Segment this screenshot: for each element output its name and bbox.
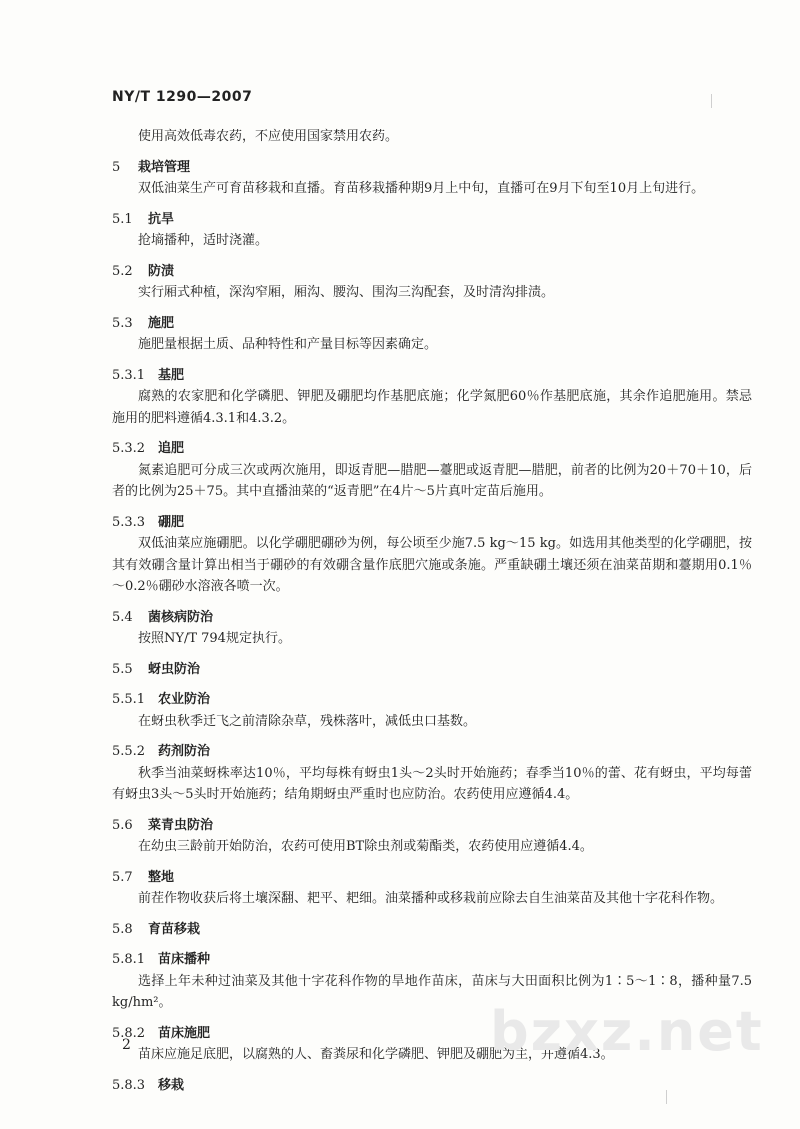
section-number: 5.8.3 (112, 1077, 146, 1093)
section-title: 整地 (148, 869, 175, 885)
section-title: 苗床施肥 (158, 1025, 211, 1041)
scan-mark (666, 1090, 667, 1104)
paragraph: 秋季当油菜蚜株率达10％，平均每株有蚜虫1头～2头时开始施药；春季当10％的蕾、花有蚜虫，平均每蕾有蚜虫3头～5头时开始施药；结角期蚜虫严重时也应防治。农药使用应遵循4.4。 (112, 765, 752, 802)
section-title: 追肥 (158, 441, 185, 456)
paragraph: 施肥量根据土质、品种特性和产量目标等因素确定。 (138, 337, 438, 352)
section-heading (112, 512, 752, 534)
page-number: 2 (122, 1037, 131, 1053)
standard-code-header: NY/T 1290—2007 (112, 89, 253, 105)
paragraph: 苗床应施足底肥，以腐熟的人、畜粪尿和化学磷肥、钾肥及硼肥为主，并遵循4.3。 (138, 1047, 614, 1062)
section-number: 5.5.2 (112, 744, 146, 759)
document-body (112, 126, 752, 1096)
section-number: 5.5.1 (112, 692, 146, 707)
section-title: 基肥 (158, 367, 185, 383)
section-number: 5.8.2 (112, 1025, 146, 1041)
section-heading (112, 209, 752, 231)
paragraph: 使用高效低毒农药，不应使用国家禁用农药。 (138, 129, 399, 144)
section-number: 5.5 (112, 661, 133, 677)
paragraph: 腐熟的农家肥和化学磷肥、钾肥及硼肥均作基肥底施；化学氮肥60％作基肥底施，其余作追肥施用。禁忌施用的肥料遵循4.3.1和4.3.2。 (112, 389, 752, 426)
section-number: 5.8 (112, 921, 133, 937)
section-number: 5.6 (112, 817, 133, 833)
paragraph: 选择上年未种过油菜及其他十字花科作物的旱地作苗床，苗床与大田面积比例为1∶5～1∶8，播种量7.5 kg/hm²。 (112, 973, 752, 1010)
section-title: 防渍 (148, 263, 175, 279)
section-title: 抗旱 (148, 211, 175, 227)
section-number: 5.3.1 (112, 367, 146, 383)
section-heading (112, 949, 752, 971)
section-number: 5.3 (112, 315, 133, 331)
section-title: 蚜虫防治 (148, 661, 201, 677)
paragraph: 按照NY/T 794规定执行。 (138, 631, 291, 646)
section-heading (112, 607, 752, 629)
section-title: 育苗移栽 (148, 921, 201, 937)
section-number: 5.1 (112, 211, 133, 227)
section-heading (112, 919, 752, 941)
section-heading (112, 313, 752, 335)
scan-mark (711, 94, 712, 108)
section-title: 菌核病防治 (148, 609, 214, 625)
section-number: 5.7 (112, 869, 133, 885)
section-number: 5 (112, 159, 121, 175)
section-heading (112, 365, 752, 387)
section-heading (112, 867, 752, 889)
section-heading (112, 689, 752, 711)
section-heading (112, 741, 752, 763)
section-heading (112, 157, 752, 179)
section-number: 5.8.1 (112, 952, 146, 967)
section-heading (112, 438, 752, 460)
section-title: 菜青虫防治 (148, 817, 214, 833)
section-title: 硼肥 (158, 514, 185, 530)
section-heading (112, 659, 752, 681)
paragraph: 抢墒播种，适时浇灌。 (138, 233, 269, 248)
section-number: 5.3.3 (112, 514, 146, 530)
section-number: 5.2 (112, 263, 133, 279)
section-title: 施肥 (148, 315, 175, 331)
section-title: 栽培管理 (138, 159, 191, 175)
section-title: 苗床播种 (158, 952, 211, 967)
paragraph: 氮素追肥可分成三次或两次施用，即返青肥—腊肥—薹肥或返青肥—腊肥，前者的比例为20＋70＋10，后者的比例为25＋75。其中直播油菜的“返青肥”在4片～5片真叶定苗后施用。 (112, 462, 752, 499)
section-number: 5.3.2 (112, 441, 146, 456)
section-number: 5.4 (112, 609, 133, 625)
section-heading (112, 261, 752, 283)
watermark: bzxz.net (490, 1000, 764, 1063)
paragraph: 前茬作物收获后将土壤深翻、耙平、耙细。油菜播种或移栽前应除去自生油菜苗及其他十字花科作物。 (138, 891, 724, 906)
section-title: 移栽 (158, 1077, 185, 1093)
paragraph: 在幼虫三龄前开始防治，农药可使用BT除虫剂或菊酯类，农药使用应遵循4.4。 (138, 839, 593, 854)
paragraph: 实行厢式种植，深沟窄厢，厢沟、腰沟、围沟三沟配套，及时清沟排渍。 (138, 285, 555, 300)
paragraph: 在蚜虫秋季迁飞之前清除杂草，残株落叶，减低虫口基数。 (138, 713, 477, 729)
paragraph: 双低油菜应施硼肥。以化学硼肥硼砂为例，每公顷至少施7.5 kg～15 kg。如选用其他类型的化学硼肥，按其有效硼含量计算出相当于硼砂的有效硼含量作底肥穴施或条施。严重缺硼土壤还须在油菜苗期和薹期用0.1％～0.2％硼砂水溶液各喷一次。 (112, 536, 752, 594)
section-title: 药剂防治 (158, 744, 211, 759)
section-heading (112, 815, 752, 837)
section-title: 农业防治 (158, 692, 211, 707)
paragraph: 双低油菜生产可育苗移栽和直播。育苗移栽播种期9月上中旬，直播可在9月下旬至10月上旬进行。 (138, 181, 705, 196)
section-heading (112, 1075, 752, 1097)
